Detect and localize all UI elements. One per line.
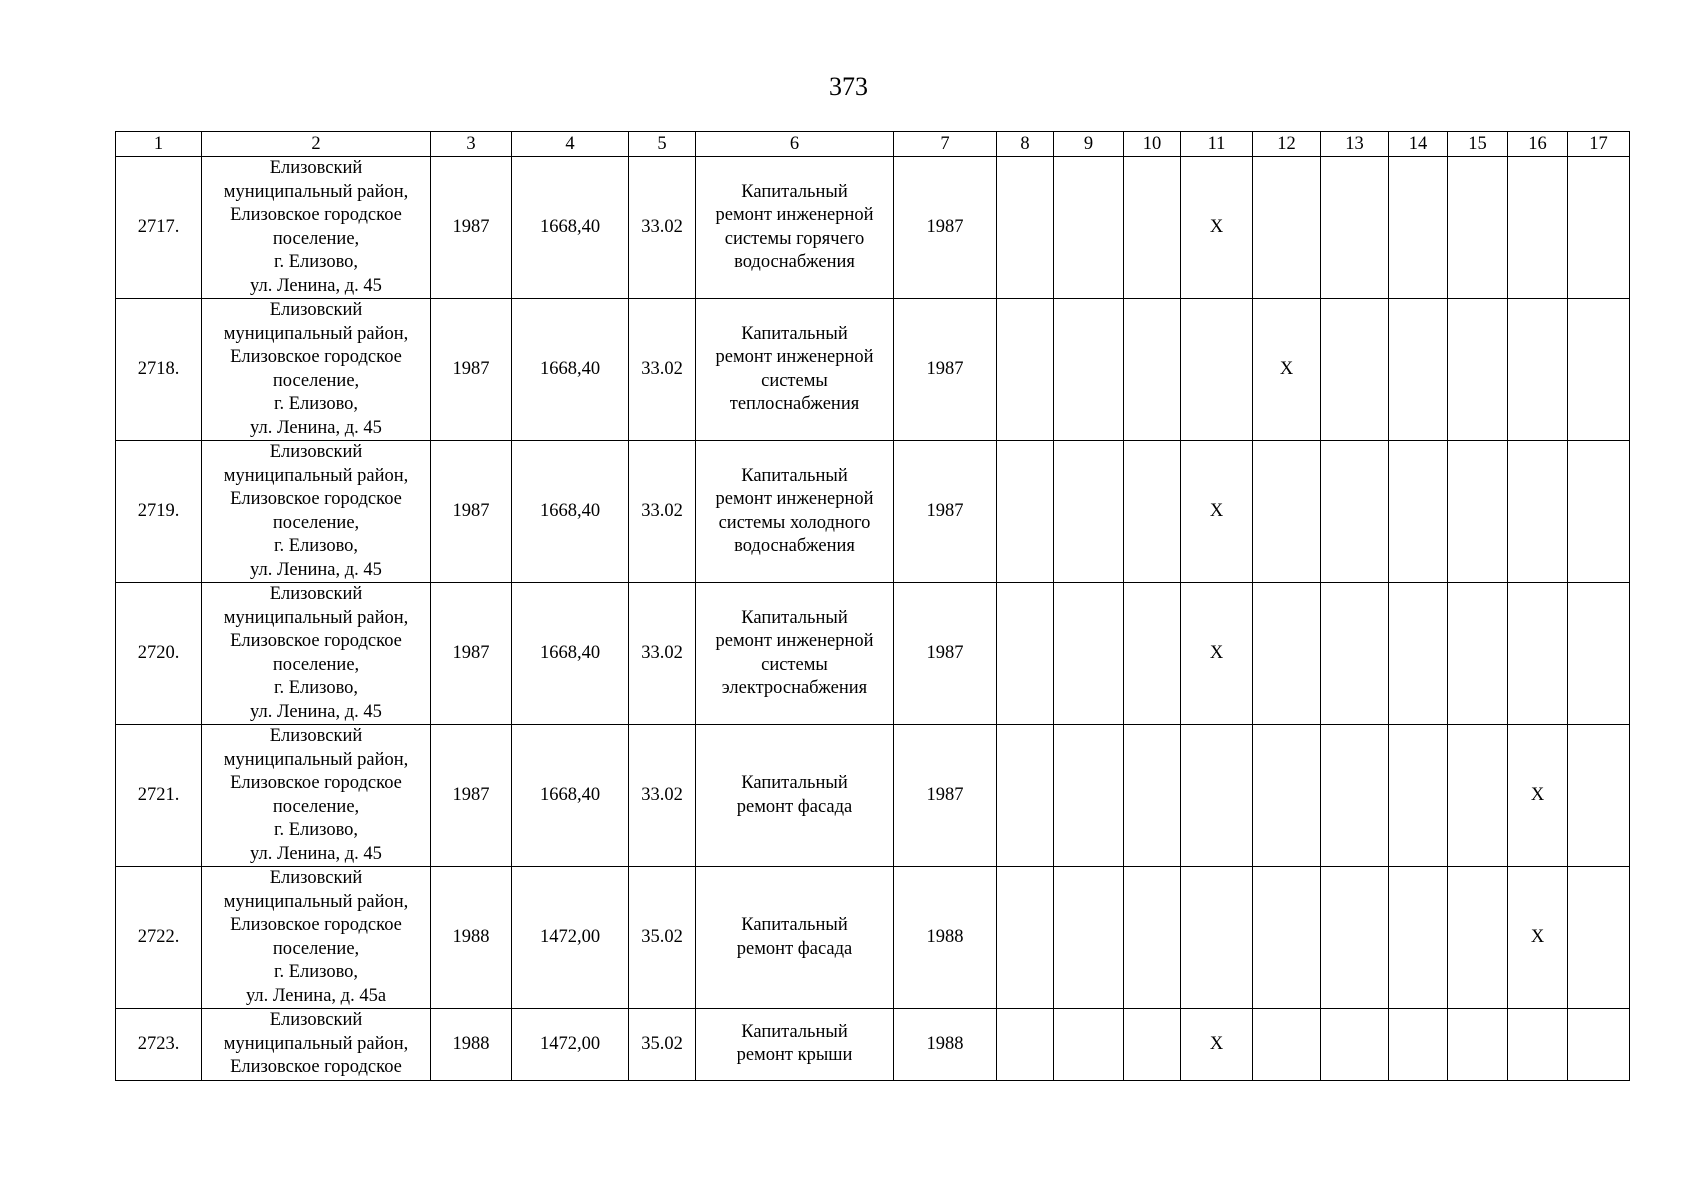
empty-cell [1448,867,1508,1009]
wear-code-cell: 35.02 [629,1009,696,1081]
row-number-cell: 2722. [116,867,202,1009]
work-type-cell: Капитальный ремонт инженерной системы теплоснабжения [696,299,894,441]
area-cell: 1668,40 [512,441,629,583]
table-row [116,441,1630,583]
empty-cell [1054,583,1124,725]
empty-cell [1508,441,1568,583]
empty-cell [1448,1009,1508,1081]
row-number-cell: 2718. [116,299,202,441]
year-cell: 1988 [894,867,997,1009]
row-number-cell: 2721. [116,725,202,867]
wear-code-cell: 33.02 [629,583,696,725]
empty-cell [1253,725,1321,867]
year-cell: 1987 [894,299,997,441]
empty-cell [997,1009,1054,1081]
page-number: 373 [829,72,868,101]
empty-cell [1568,157,1630,299]
address-cell: Елизовский муниципальный район, Елизовское городское поселение, г. Елизово, ул. Ленина, д. 45 [202,583,431,725]
work-type-cell: Капитальный ремонт инженерной системы горячего водоснабжения [696,157,894,299]
column-header: 12 [1253,132,1321,157]
column-header: 10 [1124,132,1181,157]
empty-cell [1253,1009,1321,1081]
area-cell: 1472,00 [512,1009,629,1081]
column-header: 7 [894,132,997,157]
empty-cell [1321,441,1389,583]
address-cell: Елизовский муниципальный район, Елизовское городское поселение, г. Елизово, ул. Ленина, д. 45 [202,299,431,441]
empty-cell [1448,299,1508,441]
commissioning-year-cell: 1987 [431,299,512,441]
empty-cell [1124,441,1181,583]
address-cell: Елизовский муниципальный район, Елизовское городское поселение, г. Елизово, ул. Ленина, д. 45 [202,157,431,299]
area-cell: 1668,40 [512,583,629,725]
empty-cell [1448,157,1508,299]
empty-cell [1389,867,1448,1009]
empty-cell [1124,583,1181,725]
empty-cell [1321,1009,1389,1081]
empty-cell [1181,867,1253,1009]
empty-cell [1054,867,1124,1009]
register-body [116,157,1630,1081]
column-header: 17 [1568,132,1630,157]
empty-cell [1508,583,1568,725]
capital-repair-register-table [115,131,1630,1081]
row-number-cell: 2719. [116,441,202,583]
year-cell: 1987 [894,583,997,725]
empty-cell [1124,157,1181,299]
mark-cell: X [1508,867,1568,1009]
empty-cell [1054,157,1124,299]
work-type-cell: Капитальный ремонт фасада [696,867,894,1009]
empty-cell [1389,299,1448,441]
table-row [116,583,1630,725]
address-cell: Елизовский муниципальный район, Елизовское городское поселение, г. Елизово, ул. Ленина, д. 45 [202,441,431,583]
commissioning-year-cell: 1987 [431,441,512,583]
empty-cell [1568,299,1630,441]
mark-cell: X [1181,441,1253,583]
empty-cell [997,299,1054,441]
work-type-cell: Капитальный ремонт крыши [696,1009,894,1081]
empty-cell [1054,299,1124,441]
mark-cell: X [1181,583,1253,725]
empty-cell [1321,725,1389,867]
wear-code-cell: 35.02 [629,867,696,1009]
empty-cell [1054,441,1124,583]
table-row [116,157,1630,299]
table-row [116,725,1630,867]
commissioning-year-cell: 1987 [431,725,512,867]
column-header: 13 [1321,132,1389,157]
empty-cell [1389,1009,1448,1081]
wear-code-cell: 33.02 [629,441,696,583]
empty-cell [1054,1009,1124,1081]
commissioning-year-cell: 1988 [431,1009,512,1081]
year-cell: 1987 [894,157,997,299]
empty-cell [1568,441,1630,583]
mark-cell: X [1181,1009,1253,1081]
empty-cell [1253,867,1321,1009]
column-header: 2 [202,132,431,157]
empty-cell [1181,299,1253,441]
empty-cell [1321,583,1389,725]
empty-cell [1448,583,1508,725]
empty-cell [1253,583,1321,725]
empty-cell [1124,867,1181,1009]
year-cell: 1987 [894,725,997,867]
empty-cell [997,583,1054,725]
empty-cell [1124,725,1181,867]
column-header: 6 [696,132,894,157]
mark-cell: X [1253,299,1321,441]
wear-code-cell: 33.02 [629,157,696,299]
empty-cell [1568,867,1630,1009]
empty-cell [1568,1009,1630,1081]
commissioning-year-cell: 1987 [431,157,512,299]
commissioning-year-cell: 1987 [431,583,512,725]
year-cell: 1987 [894,441,997,583]
empty-cell [997,725,1054,867]
column-header: 4 [512,132,629,157]
address-cell: Елизовский муниципальный район, Елизовское городское [202,1009,431,1081]
table-row [116,867,1630,1009]
table-row [116,1009,1630,1081]
empty-cell [1253,441,1321,583]
work-type-cell: Капитальный ремонт инженерной системы электроснабжения [696,583,894,725]
empty-cell [1448,441,1508,583]
area-cell: 1668,40 [512,725,629,867]
row-number-cell: 2717. [116,157,202,299]
column-header: 1 [116,132,202,157]
empty-cell [1568,583,1630,725]
column-header: 9 [1054,132,1124,157]
column-header: 8 [997,132,1054,157]
empty-cell [1181,725,1253,867]
wear-code-cell: 33.02 [629,299,696,441]
column-header: 15 [1448,132,1508,157]
work-type-cell: Капитальный ремонт фасада [696,725,894,867]
empty-cell [997,441,1054,583]
empty-cell [1508,299,1568,441]
empty-cell [1321,867,1389,1009]
area-cell: 1668,40 [512,157,629,299]
wear-code-cell: 33.02 [629,725,696,867]
empty-cell [1389,583,1448,725]
empty-cell [1389,725,1448,867]
column-header: 11 [1181,132,1253,157]
table-row [116,299,1630,441]
work-type-cell: Капитальный ремонт инженерной системы холодного водоснабжения [696,441,894,583]
column-header: 14 [1389,132,1448,157]
column-header: 5 [629,132,696,157]
empty-cell [1124,299,1181,441]
column-number-header-row [116,132,1630,157]
empty-cell [1448,725,1508,867]
row-number-cell: 2720. [116,583,202,725]
column-header: 16 [1508,132,1568,157]
column-header: 3 [431,132,512,157]
address-cell: Елизовский муниципальный район, Елизовское городское поселение, г. Елизово, ул. Ленина, д. 45 [202,725,431,867]
mark-cell: X [1181,157,1253,299]
empty-cell [1508,1009,1568,1081]
commissioning-year-cell: 1988 [431,867,512,1009]
year-cell: 1988 [894,1009,997,1081]
empty-cell [1124,1009,1181,1081]
empty-cell [997,867,1054,1009]
empty-cell [1568,725,1630,867]
empty-cell [1389,441,1448,583]
empty-cell [1508,157,1568,299]
row-number-cell: 2723. [116,1009,202,1081]
area-cell: 1472,00 [512,867,629,1009]
address-cell: Елизовский муниципальный район, Елизовское городское поселение, г. Елизово, ул. Ленина, д. 45а [202,867,431,1009]
empty-cell [997,157,1054,299]
empty-cell [1321,157,1389,299]
empty-cell [1253,157,1321,299]
empty-cell [1389,157,1448,299]
empty-cell [1054,725,1124,867]
mark-cell: X [1508,725,1568,867]
empty-cell [1321,299,1389,441]
area-cell: 1668,40 [512,299,629,441]
